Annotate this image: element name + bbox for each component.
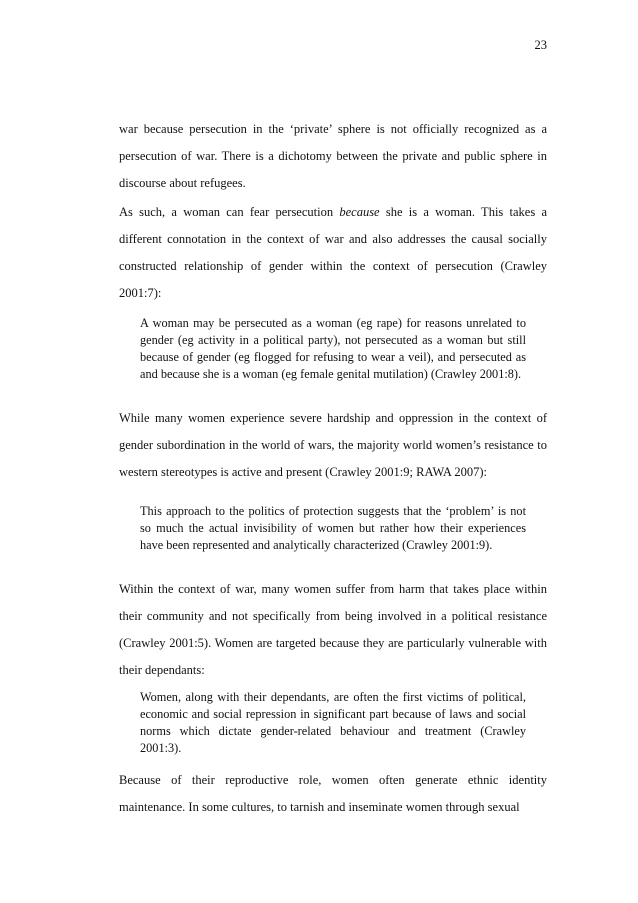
paragraph-2-emphasis: because	[339, 205, 380, 219]
paragraph-2-text-before: As such, a woman can fear persecution	[119, 205, 340, 219]
paragraph-2-text-after: she is a woman. This takes a different connotation in the context of war and also addresses the causal socially constructed relationship of gender within the context of persecution (Crawley 2001:7):	[119, 205, 547, 300]
block-quote-3: Women, along with their dependants, are often the first victims of political, economic and social repression in significant part because of laws and social norms which dictate gender-related behaviour and treatment (Crawley 2001:3).	[140, 690, 526, 755]
paragraph-1: war because persecution in the ‘private’ sphere is not officially recognized as a persecution of war. There is a dichotomy between the private and public sphere in discourse about refugees.	[119, 122, 547, 190]
block-quote-1: A woman may be persecuted as a woman (eg rape) for reasons unrelated to gender (eg activity in a political party), not persecuted as a woman but still because of gender (eg flogged for refusing to wear a veil), and persecuted as and because she is a woman (eg female genital mutilation) (Crawley 2001:8).	[140, 316, 526, 381]
page-number: 23	[534, 38, 547, 52]
paragraph-5: Because of their reproductive role, women often generate ethnic identity maintenance. In some cultures, to tarnish and inseminate women through sexual	[119, 773, 547, 814]
block-quote-2: This approach to the politics of protection suggests that the ‘problem’ is not so much the actual invisibility of women but rather how their experiences have been represented and analytically characterized (Crawley 2001:9).	[140, 504, 526, 552]
paragraph-4: Within the context of war, many women suffer from harm that takes place within their community and not specifically from being involved in a political resistance (Crawley 2001:5). Women are targeted because they are particularly vulnerable with their dependants:	[119, 582, 547, 677]
paragraph-2	[119, 199, 547, 307]
paragraph-3: While many women experience severe hardship and oppression in the context of gender subordination in the world of wars, the majority world women’s resistance to western stereotypes is active and present (Crawley 2001:9; RAWA 2007):	[119, 411, 547, 479]
